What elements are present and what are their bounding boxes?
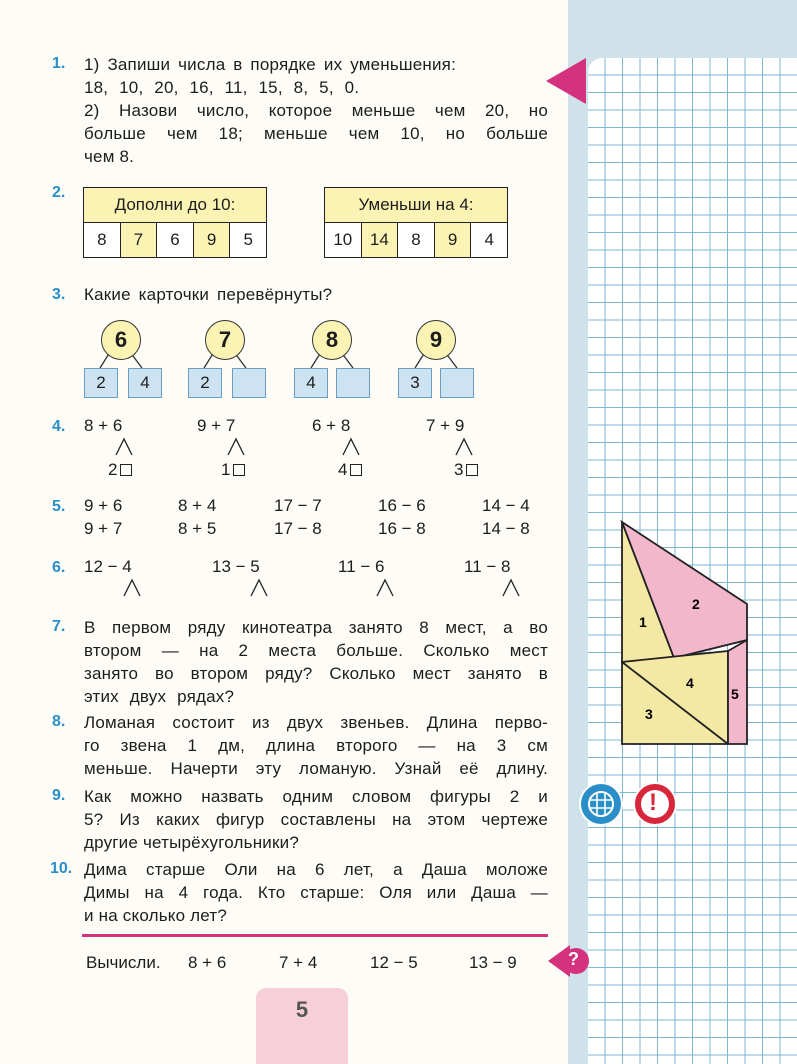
figure-label-1: 1 [639,614,647,630]
task-10-line: Дима старше Оли на 6 лет, а Даша моложе [84,860,548,879]
page-number: 5 [256,988,348,1064]
task-4-expression: 6 + 8 [312,416,351,435]
card-header: Дополни до 10: [84,188,266,223]
task-5-expression: 16 − 6 [378,496,426,515]
flipped-card [232,368,266,398]
card-cell: 9 [194,223,231,257]
task-4-part [221,460,245,480]
figure-label-4: 4 [686,675,694,691]
empty-box [466,464,478,476]
task-1-line-4: больше чем 18; меньше чем 10, но больше [84,124,548,143]
exclamation-mark: ! [649,789,657,816]
geometry-figure [615,514,755,750]
task-1-line-1: 1) Запиши числа в порядке их уменьшения: [84,55,457,74]
part-value: 1 [221,460,231,479]
figure-label-2: 2 [692,596,700,612]
task-6-expression: 11 − 6 [338,557,385,576]
task-9-line: 5? Из каких фигур составлены на этом чертеже [84,810,548,829]
section-divider [82,934,548,937]
task-9-line: Как можно назвать одним словом фигуры 2 и [84,787,548,806]
task-4-expression: 9 + 7 [197,416,236,435]
task-7-line: В первом ряду кинотеатра занято 8 мест, а во [84,618,548,637]
card-cell: 9 [435,223,472,257]
task-5-number: 5. [52,498,66,515]
figure-label-5: 5 [731,686,739,702]
task-5-expression: 8 + 4 [178,496,217,515]
compute-label: Вычисли. [86,953,161,972]
card-cell: 8 [84,223,121,257]
compute-expression: 13 − 9 [469,953,517,972]
task-4-expression: 8 + 6 [84,416,123,435]
task-6-number: 6. [52,559,66,576]
task-7-line: занято во втором ряду? Сколько мест занято в [84,664,548,683]
empty-box [233,464,245,476]
empty-box [120,464,132,476]
task-10-line: и на сколько лет? [84,906,228,925]
split-branches [120,578,520,598]
task-5-expression: 17 − 7 [274,496,322,515]
task-4-number: 4. [52,418,66,435]
number-card: 4 [128,368,162,398]
compute-expression: 7 + 4 [279,953,318,972]
card-cell: 6 [157,223,194,257]
number-card: 2 [188,368,222,398]
task-7-number: 7. [52,618,66,635]
card-cell: 10 [325,223,362,257]
card-cell: 4 [484,230,494,249]
card-cell: 7 [121,223,158,257]
task-6-expression: 11 − 8 [464,557,511,576]
card-header: Уменьши на 4: [325,188,507,223]
task-5-expression: 16 − 8 [378,519,426,538]
task-8-line: Ломаная состоит из двух звеньев. Длина перво- [84,713,548,732]
question-mark: ? [568,949,579,969]
task-4-part [338,460,362,480]
task-1-line-3: 2) Назови число, которое меньше чем 20, но [84,101,548,120]
figure-label-3: 3 [645,706,653,722]
task-10-line: Димы на 4 года. Кто старше: Оля или Даша — [84,883,548,902]
number-card: 4 [294,368,328,398]
pink-marker-icon [546,58,588,104]
task-1-line-2: 18, 10, 20, 16, 11, 15, 8, 5, 0. [84,78,360,97]
task-10-number: 10. [50,860,73,877]
task-6-expression: 13 − 5 [212,557,260,576]
split-branches [110,437,490,457]
task-5-expression: 9 + 7 [84,519,123,538]
task-4-part [108,460,132,480]
task-6-expression: 12 − 4 [84,557,132,576]
task-4-expression: 7 + 9 [426,416,465,435]
task-3-number: 3. [52,286,66,303]
card-cell: 8 [398,223,435,257]
task-5-expression: 9 + 6 [84,496,123,515]
number-circle: 7 [205,320,245,360]
task-5-expression: 14 − 8 [482,519,530,538]
task-3-question: Какие карточки перевёрнуты? [84,285,333,304]
compute-expression: 8 + 6 [188,953,227,972]
task-8-number: 8. [52,713,66,730]
task-9-number: 9. [52,787,66,804]
task-8-line: го звена 1 дм, длина второго — на 3 см [84,736,548,755]
task-5-expression: 8 + 5 [178,519,217,538]
complement-to-10-card [83,187,267,258]
decrease-by-4-card [324,187,508,258]
task-2-number: 2. [52,184,66,201]
task-9-line: другие четырёхугольники? [84,833,299,852]
flipped-card [336,368,370,398]
compute-expression: 12 − 5 [370,953,418,972]
part-value: 3 [454,460,464,479]
task-7-line: этих двух рядах? [84,687,235,706]
number-card: 2 [84,368,118,398]
grid-globe-icon [578,781,624,827]
task-7-line: втором — на 2 места больше. Сколько мест [84,641,548,660]
number-circle: 6 [101,320,141,360]
number-circle: 9 [416,320,456,360]
card-cell: 14 [362,223,399,257]
task-1-line-5: чем 8. [84,147,135,166]
number-circle: 8 [312,320,352,360]
card-cell: 5 [243,230,253,249]
part-value: 4 [338,460,348,479]
task-5-expression: 17 − 8 [274,519,322,538]
part-value: 2 [108,460,118,479]
empty-box [350,464,362,476]
task-4-part [454,460,478,480]
number-card: 3 [398,368,432,398]
task-8-line: меньше. Начерти эту ломаную. Узнай её длину. [84,759,548,778]
task-5-expression: 14 − 4 [482,496,530,515]
task-1-number: 1. [52,55,66,72]
flipped-card [440,368,474,398]
